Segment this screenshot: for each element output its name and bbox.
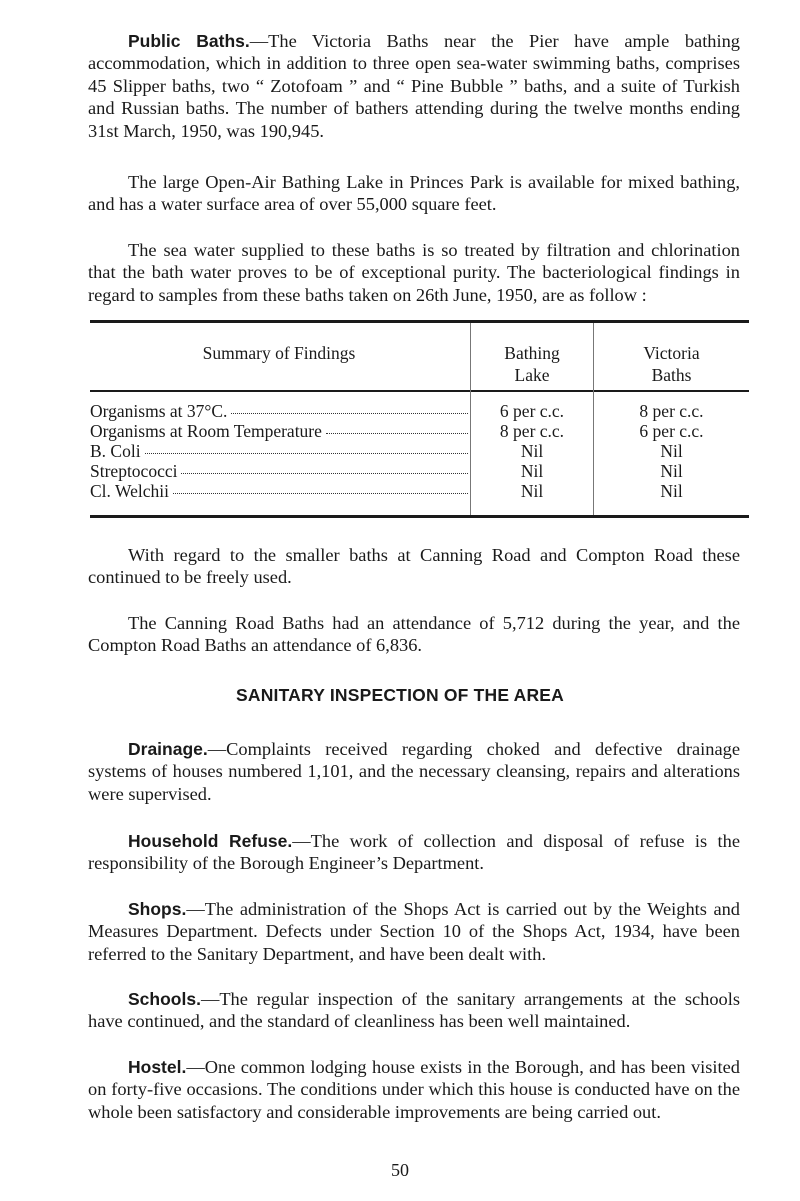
table-top-rule [90,320,749,323]
header-bathing-lake [471,342,593,386]
header-summary: Summary of Findings [202,343,356,363]
dot-leader [173,492,468,494]
dot-leader [181,472,468,474]
header-victoria-baths-line1: Victoria [643,343,700,363]
hostel-paragraph [88,1056,740,1123]
section-heading: SANITARY INSPECTION OF THE AREA [235,685,565,705]
hostel-text: —One common lodging house exists in the Borough, and has been visited on forty-five occasions. The conditions under which this house is conducted have on the whole been satisfactory and considerable improvements are being carried out. [88,1057,740,1122]
findings-table [90,320,749,518]
page-number: 50 [391,1160,409,1180]
drainage-text: —Complaints received regarding choked and defective drainage systems of houses numbered 1,101, and the necessary cleansing, repairs and alterations were supervised. [88,739,740,804]
schools-lead: Schools. [128,989,201,1009]
refuse-paragraph [88,830,740,875]
bathing-lake-paragraph: The large Open-Air Bathing Lake in Princes Park is available for mixed bathing, and has a water surface area of over 55,000 square feet. [88,172,740,215]
cell-lake: 8 per c.c. [499,421,565,441]
cell-victoria: Nil [660,441,683,461]
header-victoria-baths-line2: Baths [651,365,692,385]
table-row-label: Organisms at 37°C. [90,402,468,422]
cell-lake: Nil [520,441,544,461]
refuse-lead: Household Refuse. [128,831,293,851]
sea-water-paragraph: The sea water supplied to these baths is so treated by filtration and chlorination that the bath water proves to be of exceptional purity. The bacteriological findings in regard to samples from these baths taken on 26th June, 1950, are as follow : [88,240,740,305]
hostel-lead: Hostel. [128,1057,187,1077]
table-row-label: Streptococci [90,462,468,482]
header-bathing-lake-line1: Bathing [504,343,560,363]
table-header-rule [90,390,749,392]
smaller-baths-paragraph: With regard to the smaller baths at Canning Road and Compton Road these continued to be freely used. [88,545,740,588]
refuse-text: —The work of collection and disposal of refuse is the responsibility of the Borough Engineer’s Department. [88,831,740,874]
dot-leader [231,412,468,414]
cell-lake: Nil [520,481,544,501]
schools-text: —The regular inspection of the sanitary arrangements at the schools have continued, and the standard of cleanliness has been well maintained. [88,989,740,1032]
table-row-label: Organisms at Room Temperature [90,422,468,442]
shops-paragraph [88,898,740,965]
attendance-paragraph: The Canning Road Baths had an attendance of 5,712 during the year, and the Compton Road Baths an attendance of 6,836. [88,613,740,656]
drainage-paragraph [88,738,740,805]
public-baths-paragraph [88,30,740,142]
header-victoria-baths [594,342,749,386]
cell-victoria: Nil [660,461,683,481]
public-baths-lead: Public Baths. [128,31,250,51]
public-baths-text: —The Victoria Baths near the Pier have ample bathing accommodation, which in addition to three open sea-water swimming baths, comprises 45 Slipper baths, two “ Zotofoam ” and “ Pine Bubble ” baths, and a suite of Turkish and Russian baths. The number of bathers attending during the twelve months ending 31st March, 1950, was 190,945. [88,31,740,141]
dot-leader [145,452,468,454]
cell-victoria: Nil [660,481,683,501]
dot-leader [326,432,468,434]
shops-lead: Shops. [128,899,187,919]
cell-victoria: 8 per c.c. [639,401,704,421]
cell-lake: Nil [520,461,544,481]
table-row-label: Cl. Welchii [90,482,468,502]
schools-paragraph [88,988,740,1033]
cell-victoria: 6 per c.c. [639,421,704,441]
cell-lake: 6 per c.c. [499,401,565,421]
table-bottom-rule [90,515,749,518]
drainage-lead: Drainage. [128,739,208,759]
shops-text: —The administration of the Shops Act is carried out by the Weights and Measures Department. Defects under Section 10 of the Shops Act, 1934, have been referred to the Sanitary Department, and have been dealt with. [88,899,740,964]
table-row-label: B. Coli [90,442,468,462]
header-bathing-lake-line2: Lake [514,365,550,385]
